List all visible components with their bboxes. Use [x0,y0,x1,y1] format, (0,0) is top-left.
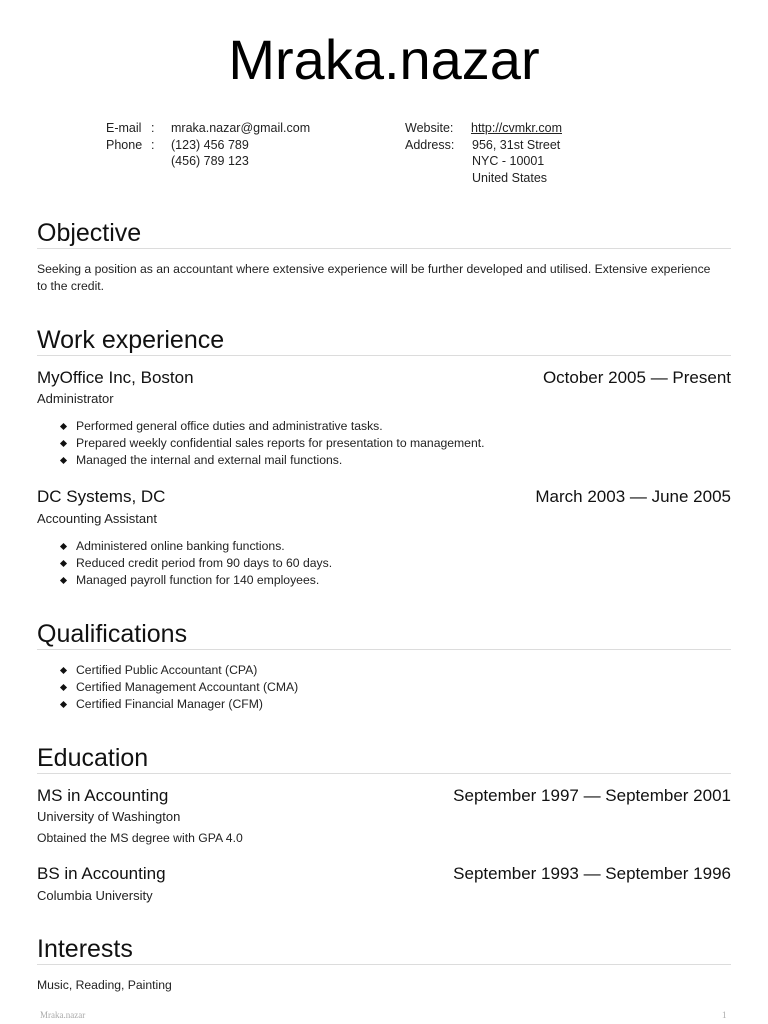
education-dates: September 1997 — September 2001 [453,786,731,805]
list-item: Performed general office duties and administrative tasks. [57,418,485,435]
page-number: 1 [722,1010,727,1020]
phone-value-2: (456) 789 123 [171,154,249,168]
phone-label: Phone [106,138,143,152]
phone-colon: : [151,138,155,152]
section-title-work-experience: Work experience [37,325,731,356]
list-item: Reduced credit period from 90 days to 60 days. [57,555,332,572]
footer-name: Mraka.nazar [40,1010,86,1020]
job-company: MyOffice Inc, Boston [37,368,194,387]
school-name: Columbia University [37,888,153,903]
degree-name: MS in Accounting [37,786,169,805]
email-colon: : [151,121,155,135]
email-label: E-mail [106,121,142,135]
job-dates: October 2005 — Present [542,368,731,387]
job-dates: March 2003 — June 2005 [535,487,731,506]
job-duties-list [57,538,332,589]
list-item: Certified Public Accountant (CPA) [57,662,298,679]
section-title-education: Education [37,743,731,774]
phone-value-1: (123) 456 789 [171,138,249,152]
education-header [37,863,731,885]
qualifications-list [57,662,298,713]
list-item: Certified Management Accountant (CMA) [57,679,298,696]
education-note: Obtained the MS degree with GPA 4.0 [37,831,243,845]
website-link[interactable]: http://cvmkr.com [471,121,562,135]
education-dates: September 1993 — September 1996 [453,864,731,883]
section-title-interests: Interests [37,934,731,965]
interests-text: Music, Reading, Painting [37,978,172,992]
address-line-3: United States [472,171,548,185]
job-duties-list [57,418,485,469]
address-line-1: 956, 31st Street [472,138,561,152]
contact-block [0,0,768,200]
school-name: University of Washington [37,809,181,824]
education-header [37,785,731,807]
section-title-qualifications: Qualifications [37,619,731,650]
job-header [37,367,731,389]
address-line-2: NYC - 10001 [472,154,545,168]
section-title-objective: Objective [37,218,731,249]
list-item: Managed the internal and external mail functions. [57,452,485,469]
list-item: Certified Financial Manager (CFM) [57,696,298,713]
website-label: Website: [405,121,454,135]
job-role: Administrator [37,391,114,406]
objective-text: Seeking a position as an accountant where extensive experience will be further developed and utilised. Extensive experience to the credit. [37,262,711,293]
email-value: mraka.nazar@gmail.com [171,121,311,135]
candidate-name: Mraka.nazar [228,28,540,91]
job-role: Accounting Assistant [37,511,157,526]
list-item: Administered online banking functions. [57,538,332,555]
job-company: DC Systems, DC [37,487,166,506]
list-item: Managed payroll function for 140 employees. [57,572,332,589]
list-item: Prepared weekly confidential sales reports for presentation to management. [57,435,485,452]
job-header [37,486,731,508]
address-label: Address: [405,138,455,152]
degree-name: BS in Accounting [37,864,166,883]
